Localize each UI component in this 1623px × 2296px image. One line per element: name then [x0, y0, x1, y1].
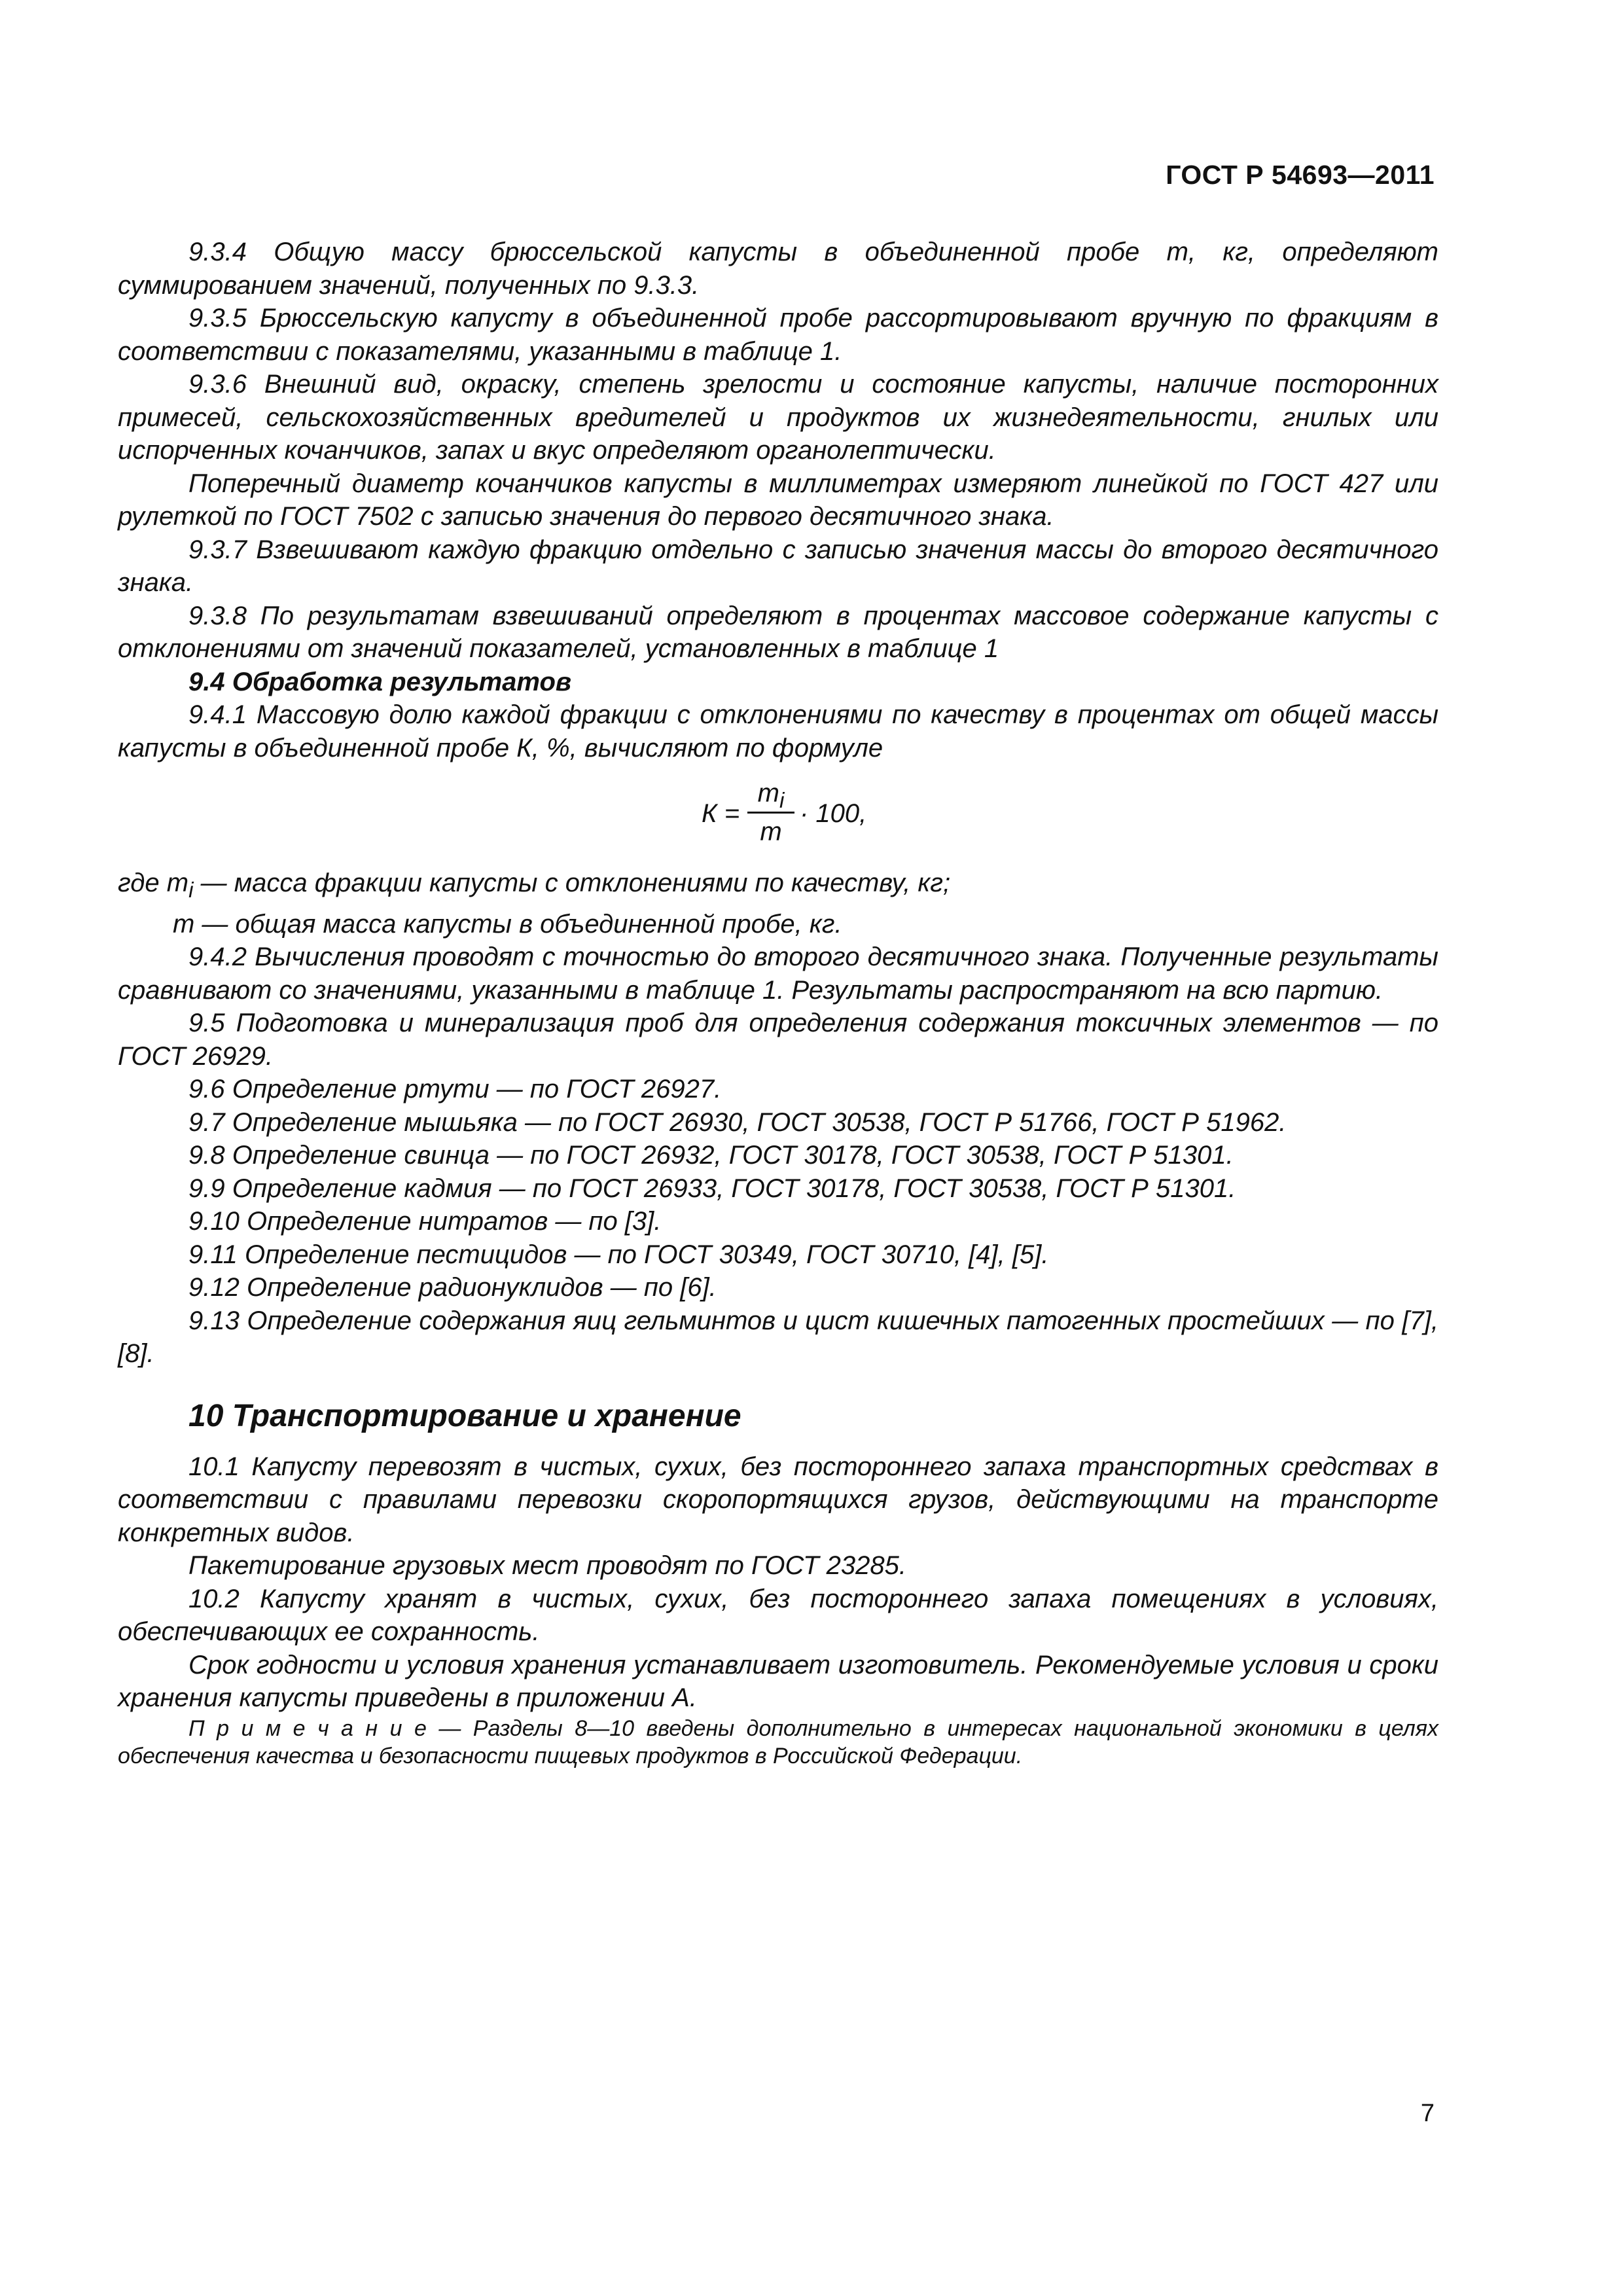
paragraph-9-9: 9.9 Определение кадмия — по ГОСТ 26933, ГОСТ 30178, ГОСТ 30538, ГОСТ Р 51301.: [188, 1174, 1236, 1203]
paragraph-9-12: 9.12 Определение радионуклидов — по [6].: [188, 1273, 717, 1302]
paragraph-9-11: 9.11 Определение пестицидов — по ГОСТ 30349, ГОСТ 30710, [4], [5].: [188, 1240, 1049, 1269]
paragraph-9-6: 9.6 Определение ртути — по ГОСТ 26927.: [188, 1075, 722, 1103]
paragraph-9-8: 9.8 Определение свинца — по ГОСТ 26932, ГОСТ 30178, ГОСТ 30538, ГОСТ Р 51301.: [188, 1141, 1234, 1170]
paragraph-9-5: 9.5 Подготовка и минерализация проб для определения содержания токсичных элементов — по ГОСТ 26929.: [118, 1009, 1438, 1071]
paragraph-9-3-6: 9.3.6 Внешний вид, окраску, степень зрелости и состояние капусты, наличие посторонних примесей, сельскохозяйственных вредителей и продуктов их жизнедеятельности, гнилых или испорченных кочанчиков, запах и вкус определяют органолептически.: [118, 370, 1438, 465]
paragraph-packaging: Пакетирование грузовых мест проводят по ГОСТ 23285.: [188, 1551, 906, 1580]
where-line-2: m — общая масса капусты в объединенной пробе, кг.: [173, 909, 842, 939]
where-line-1: где $m_i$ — масса фракции капусты с отклонениями по качеству, кг;: [118, 869, 951, 903]
paragraph-9-3-7: 9.3.7 Взвешивают каждую фракцию отдельно с записью значения массы до второго десятичного знака.: [118, 535, 1438, 597]
paragraph-9-4-2: 9.4.2 Вычисления проводят с точностью до второго десятичного знака. Полученные результаты сравнивают со значениями, указанными в таблице 1. Результаты распространяют на всю партию.: [118, 942, 1438, 1005]
formula-fraction: [747, 778, 794, 848]
paragraph-9-10: 9.10 Определение нитратов — по [3].: [188, 1207, 662, 1236]
paragraph-9-3-8: 9.3.8 По результатам взвешиваний определяют в процентах массовое содержание капусты с отклонениями от значений показателей, установленных в таблице 1: [118, 601, 1438, 663]
heading-9-4: 9.4 Обработка результатов: [188, 667, 572, 696]
formula-lhs: К =: [702, 799, 740, 828]
paragraph-9-4-1: 9.4.1 Массовую долю каждой фракции с отклонениями по качеству в процентах от общей массы капусты в объединенной пробе К, %, вычисляют по формуле: [118, 700, 1438, 762]
paragraph-diameter: Поперечный диаметр кочанчиков капусты в миллиметрах измеряют линейкой по ГОСТ 427 или рулеткой по ГОСТ 7502 с записью значения до первого десятичного знака.: [118, 469, 1438, 531]
paragraph-9-13: 9.13 Определение содержания яиц гельминтов и цист кишечных патогенных простейших — по [7], [8].: [118, 1306, 1438, 1368]
section-10-title: 10 Транспортирование и хранение: [188, 1398, 741, 1433]
formula-numerator: $m_i$: [757, 779, 785, 813]
fraction-bar: [747, 812, 794, 814]
paragraph-9-7: 9.7 Определение мышьяка — по ГОСТ 26930, ГОСТ 30538, ГОСТ Р 51766, ГОСТ Р 51962.: [188, 1107, 1287, 1137]
document-code-header: ГОСТ Р 54693—2011: [1166, 160, 1435, 190]
formula-rhs: · 100,: [800, 799, 867, 828]
page-number: 7: [1420, 2100, 1435, 2127]
note: [118, 1715, 1438, 1770]
formula-denominator: m: [760, 817, 782, 846]
paragraph-shelf-life: Срок годности и условия хранения устанавливает изготовитель. Рекомендуемые условия и сроки хранения капусты приведены в приложении А.: [118, 1650, 1438, 1712]
formula-numerator-subscript: i: [779, 789, 785, 813]
where-subscript: i: [188, 878, 194, 903]
paragraph-10-1: 10.1 Капусту перевозят в чистых, сухих, без постороннего запаха транспортных средствах в соответствии с правилами перевозки скоропортящихся грузов, действующими на транспорте конкретных видов.: [118, 1452, 1438, 1547]
paragraph-9-3-5: 9.3.5 Брюссельскую капусту в объединенной пробе рассортировывают вручную по фракциям в соответствии с показателями, указанными в таблице 1.: [118, 304, 1438, 366]
paragraph-10-2: 10.2 Капусту хранят в чистых, сухих, без постороннего запаха помещениях в условиях, обеспечивающих ее сохранность.: [118, 1584, 1438, 1646]
paragraph-9-3-4: 9.3.4 Общую массу брюссельской капусты в объединенной пробе m, кг, определяют суммированием значений, полученных по 9.3.3.: [118, 238, 1438, 300]
note-label: П р и м е ч а н и е: [188, 1715, 427, 1741]
formula-k: [118, 771, 1438, 863]
note-text: — Разделы 8—10 введены дополнительно в интересах национальной экономики в целях обеспечения качества и безопасности пищевых продуктов в Российской Федерации.: [118, 1715, 1438, 1768]
document-body: [118, 236, 1438, 1770]
